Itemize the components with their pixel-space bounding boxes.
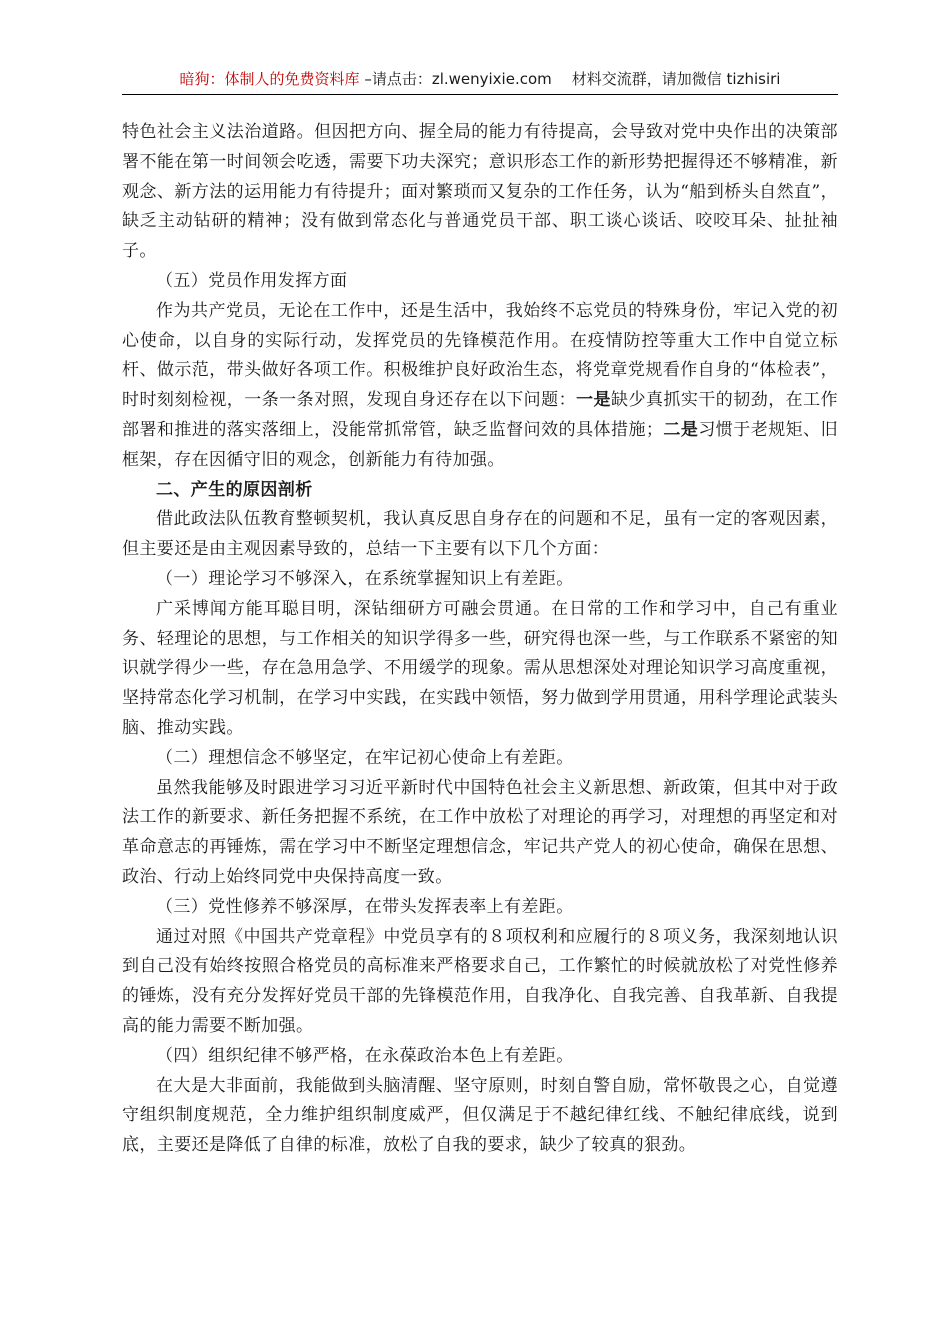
paragraph-causes-intro: 借此政法队伍教育整顿契机，我认真反思自身存在的问题和不足，虽有一定的客观因素，但主要还是由主观因素导致的，总结一下主要有以下几个方面： (122, 509, 838, 560)
paragraph-party-spirit: 通过对照《中国共产党章程》中党员享有的８项权利和应履行的８项义务，我深刻地认识到自己没有始终按照合格党员的高标准来严格要求自己，工作繁忙的时候就放松了对党性修养的锤炼，没有充分发挥好党员干部的先锋模范作用，自我净化、自我完善、自我革新、自我提高的能力需要不断加强。 (122, 926, 838, 1036)
header-click-prompt: –请点击： (359, 70, 432, 88)
point-text-one: 缺少真抓实干的韧劲，在工作部署和推进的落实落细上，没能常抓常管，缺乏监督问效的具体措施； (122, 390, 838, 440)
header-url-link[interactable]: zl.wenyixie.com (431, 70, 552, 88)
paragraph-continuation: 特色社会主义法治道路。但因把方向、握全局的能力有待提高，会导致对党中央作出的决策部署不能在第一时间领会吃透，需要下功夫深究；意识形态工作的新形势把握得还不够精准，新观念、新方法的运用能力有待提升；面对繁琐而又复杂的工作任务，认为“船到桥头自然直”，缺乏主动钻研的精神；没有做到常态化与普通党员干部、职工谈心谈话、咬咬耳朵、扯扯袖子。 (122, 122, 838, 262)
paragraph-discipline: 在大是大非面前，我能做到头脑清醒、坚守原则，时刻自警自励，常怀敬畏之心，自觉遵守组织制度规范，全力维护组织制度威严，但仅满足于不越纪律红线、不触纪律底线，说到底，主要还是降低了自律的标准，放松了自我的要求，缺少了较真的狠劲。 (122, 1075, 838, 1156)
subheading-two: （二）理想信念不够坚定，在牢记初心使命上有差距。 (156, 747, 574, 768)
point-label-one: 一是 (576, 390, 612, 411)
paragraph-ideals-belief: 虽然我能够及时跟进学习习近平新时代中国特色社会主义新思想、新政策，但其中对于政法工作的新要求、新任务把握不系统，在工作中放松了对理论的再学习，对理想的再坚定和对革命意志的再锤炼，需在学习中不断坚定理想信念，牢记共产党人的初心使命，确保在思想、政治、行动上始终同党中央保持高度一致。 (122, 777, 838, 887)
subheading-three: （三）党性修养不够深厚，在带头发挥表率上有差距。 (156, 896, 574, 917)
paragraph-party-member-role (122, 297, 838, 476)
page-header (122, 66, 838, 95)
header-group-note: 材料交流群，请加微信 tizhisiri (571, 70, 781, 88)
paragraph-theory-study: 广采博闻方能耳聪目明，深钻细研方可融会贯通。在日常的工作和学习中，自己有重业务、轻理论的思想，与工作相关的知识学得多一些，研究得也深一些，与工作联系不紧密的知识就学得少一些，存在急用急学、不用缓学的现象。需从思想深处对理论知识学习高度重视，坚持常态化学习机制，在学习中实践，在实践中领悟，努力做到学用贯通，用科学理论武装头脑、推动实践。 (122, 598, 838, 738)
subheading-four: （四）组织纪律不够严格，在永葆政治本色上有差距。 (156, 1045, 574, 1066)
section-heading-causes: 二、产生的原因剖析 (156, 479, 313, 500)
point-text-two: 习惯于老规矩、旧框架，存在因循守旧的观念，创新能力有待加强。 (122, 419, 838, 470)
subheading-one: （一）理论学习不够深入，在系统掌握知识上有差距。 (156, 568, 574, 589)
header-site-name: 暗狗：体制人的免费资料库 (179, 70, 360, 88)
document-body (122, 118, 838, 1161)
paragraph-text: 作为共产党员，无论在工作中，还是生活中，我始终不忘党员的特殊身份，牢记入党的初心使命，以自身的实际行动，发挥党员的先锋模范作用。在疫情防控等重大工作中自觉立标杆、做示范，带头做好各项工作。积极维护良好政治生态，将党章党规看作自身的“体检表”，时时刻刻检视，一条一条对照，发现自身还存在以下问题： (122, 300, 838, 411)
subheading-five: （五）党员作用发挥方面 (156, 270, 348, 291)
point-label-two: 二是 (663, 419, 699, 440)
